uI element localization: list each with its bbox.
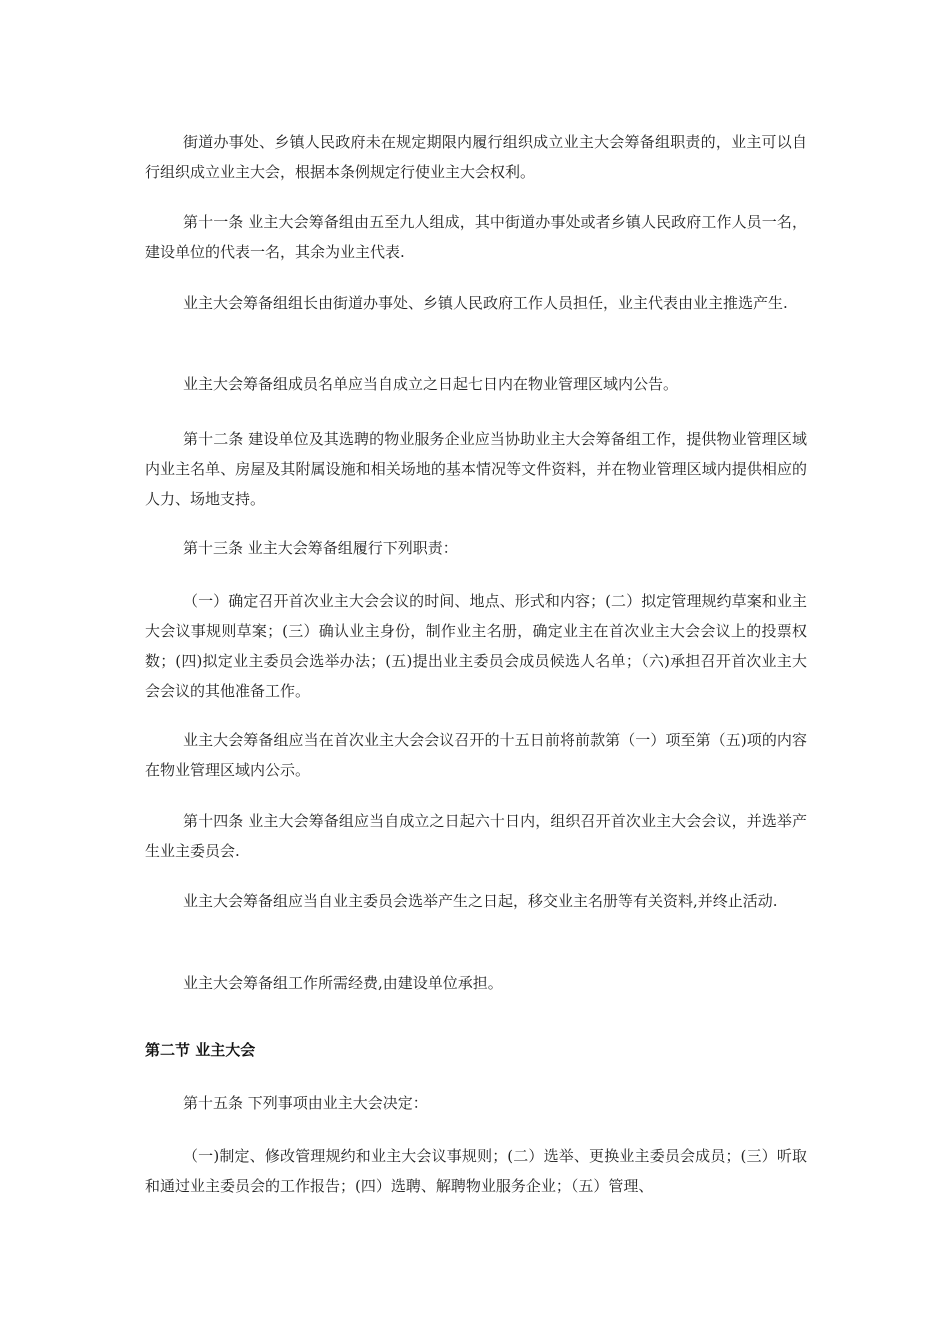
paragraph: 业主大会筹备组成员名单应当自成立之日起七日内在物业管理区域内公告。 (183, 375, 679, 393)
decisions-list-paragraph: （一)制定、修改管理规约和业主大会议事规则；(二）选举、更换业主委员会成员；(三）听取和通过业主委员会的工作报告；(四）选聘、解聘物业服务企业；（五）管理、 (145, 1147, 807, 1195)
paragraph: 业主大会筹备组应当在首次业主大会会议召开的十五日前将前款第（一）项至第（五)项的内容在物业管理区域内公示。 (145, 731, 807, 779)
article-14-paragraph: 第十四条 业主大会筹备组应当自成立之日起六十日内，组织召开首次业主大会会议，并选举产生业主委员会. (145, 812, 807, 860)
article-15-paragraph: 第十五条 下列事项由业主大会决定： (183, 1094, 428, 1112)
section-heading: 第二节 业主大会 (145, 1041, 256, 1059)
paragraph: 业主大会筹备组应当自业主委员会选举产生之日起，移交业主名册等有关资料,并终止活动. (183, 892, 778, 910)
article-11-paragraph: 第十一条 业主大会筹备组由五至九人组成，其中街道办事处或者乡镇人民政府工作人员一名，建设单位的代表一名，其余为业主代表. (145, 213, 807, 261)
paragraph: 业主大会筹备组工作所需经费,由建设单位承担。 (183, 974, 503, 992)
paragraph: 业主大会筹备组组长由街道办事处、乡镇人民政府工作人员担任，业主代表由业主推选产生. (183, 294, 788, 312)
article-13-paragraph: 第十三条 业主大会筹备组履行下列职责： (183, 539, 458, 557)
article-12-paragraph: 第十二条 建设单位及其选聘的物业服务企业应当协助业主大会筹备组工作，提供物业管理区域内业主名单、房屋及其附属设施和相关场地的基本情况等文件资料，并在物业管理区域内提供相应的人力、场地支持。 (145, 430, 807, 508)
paragraph: 街道办事处、乡镇人民政府未在规定期限内履行组织成立业主大会筹备组职责的，业主可以自行组织成立业主大会，根据本条例规定行使业主大会权利。 (145, 133, 807, 181)
duties-list-paragraph: （一）确定召开首次业主大会会议的时间、地点、形式和内容；(二）拟定管理规约草案和业主大会议事规则草案；(三）确认业主身份，制作业主名册，确定业主在首次业主大会会议上的投票权数；(四)拟定业主委员会选举办法；(五)提出业主委员会成员候选人名单；（六)承担召开首次业主大会会议的其他准备工作。 (145, 592, 807, 700)
